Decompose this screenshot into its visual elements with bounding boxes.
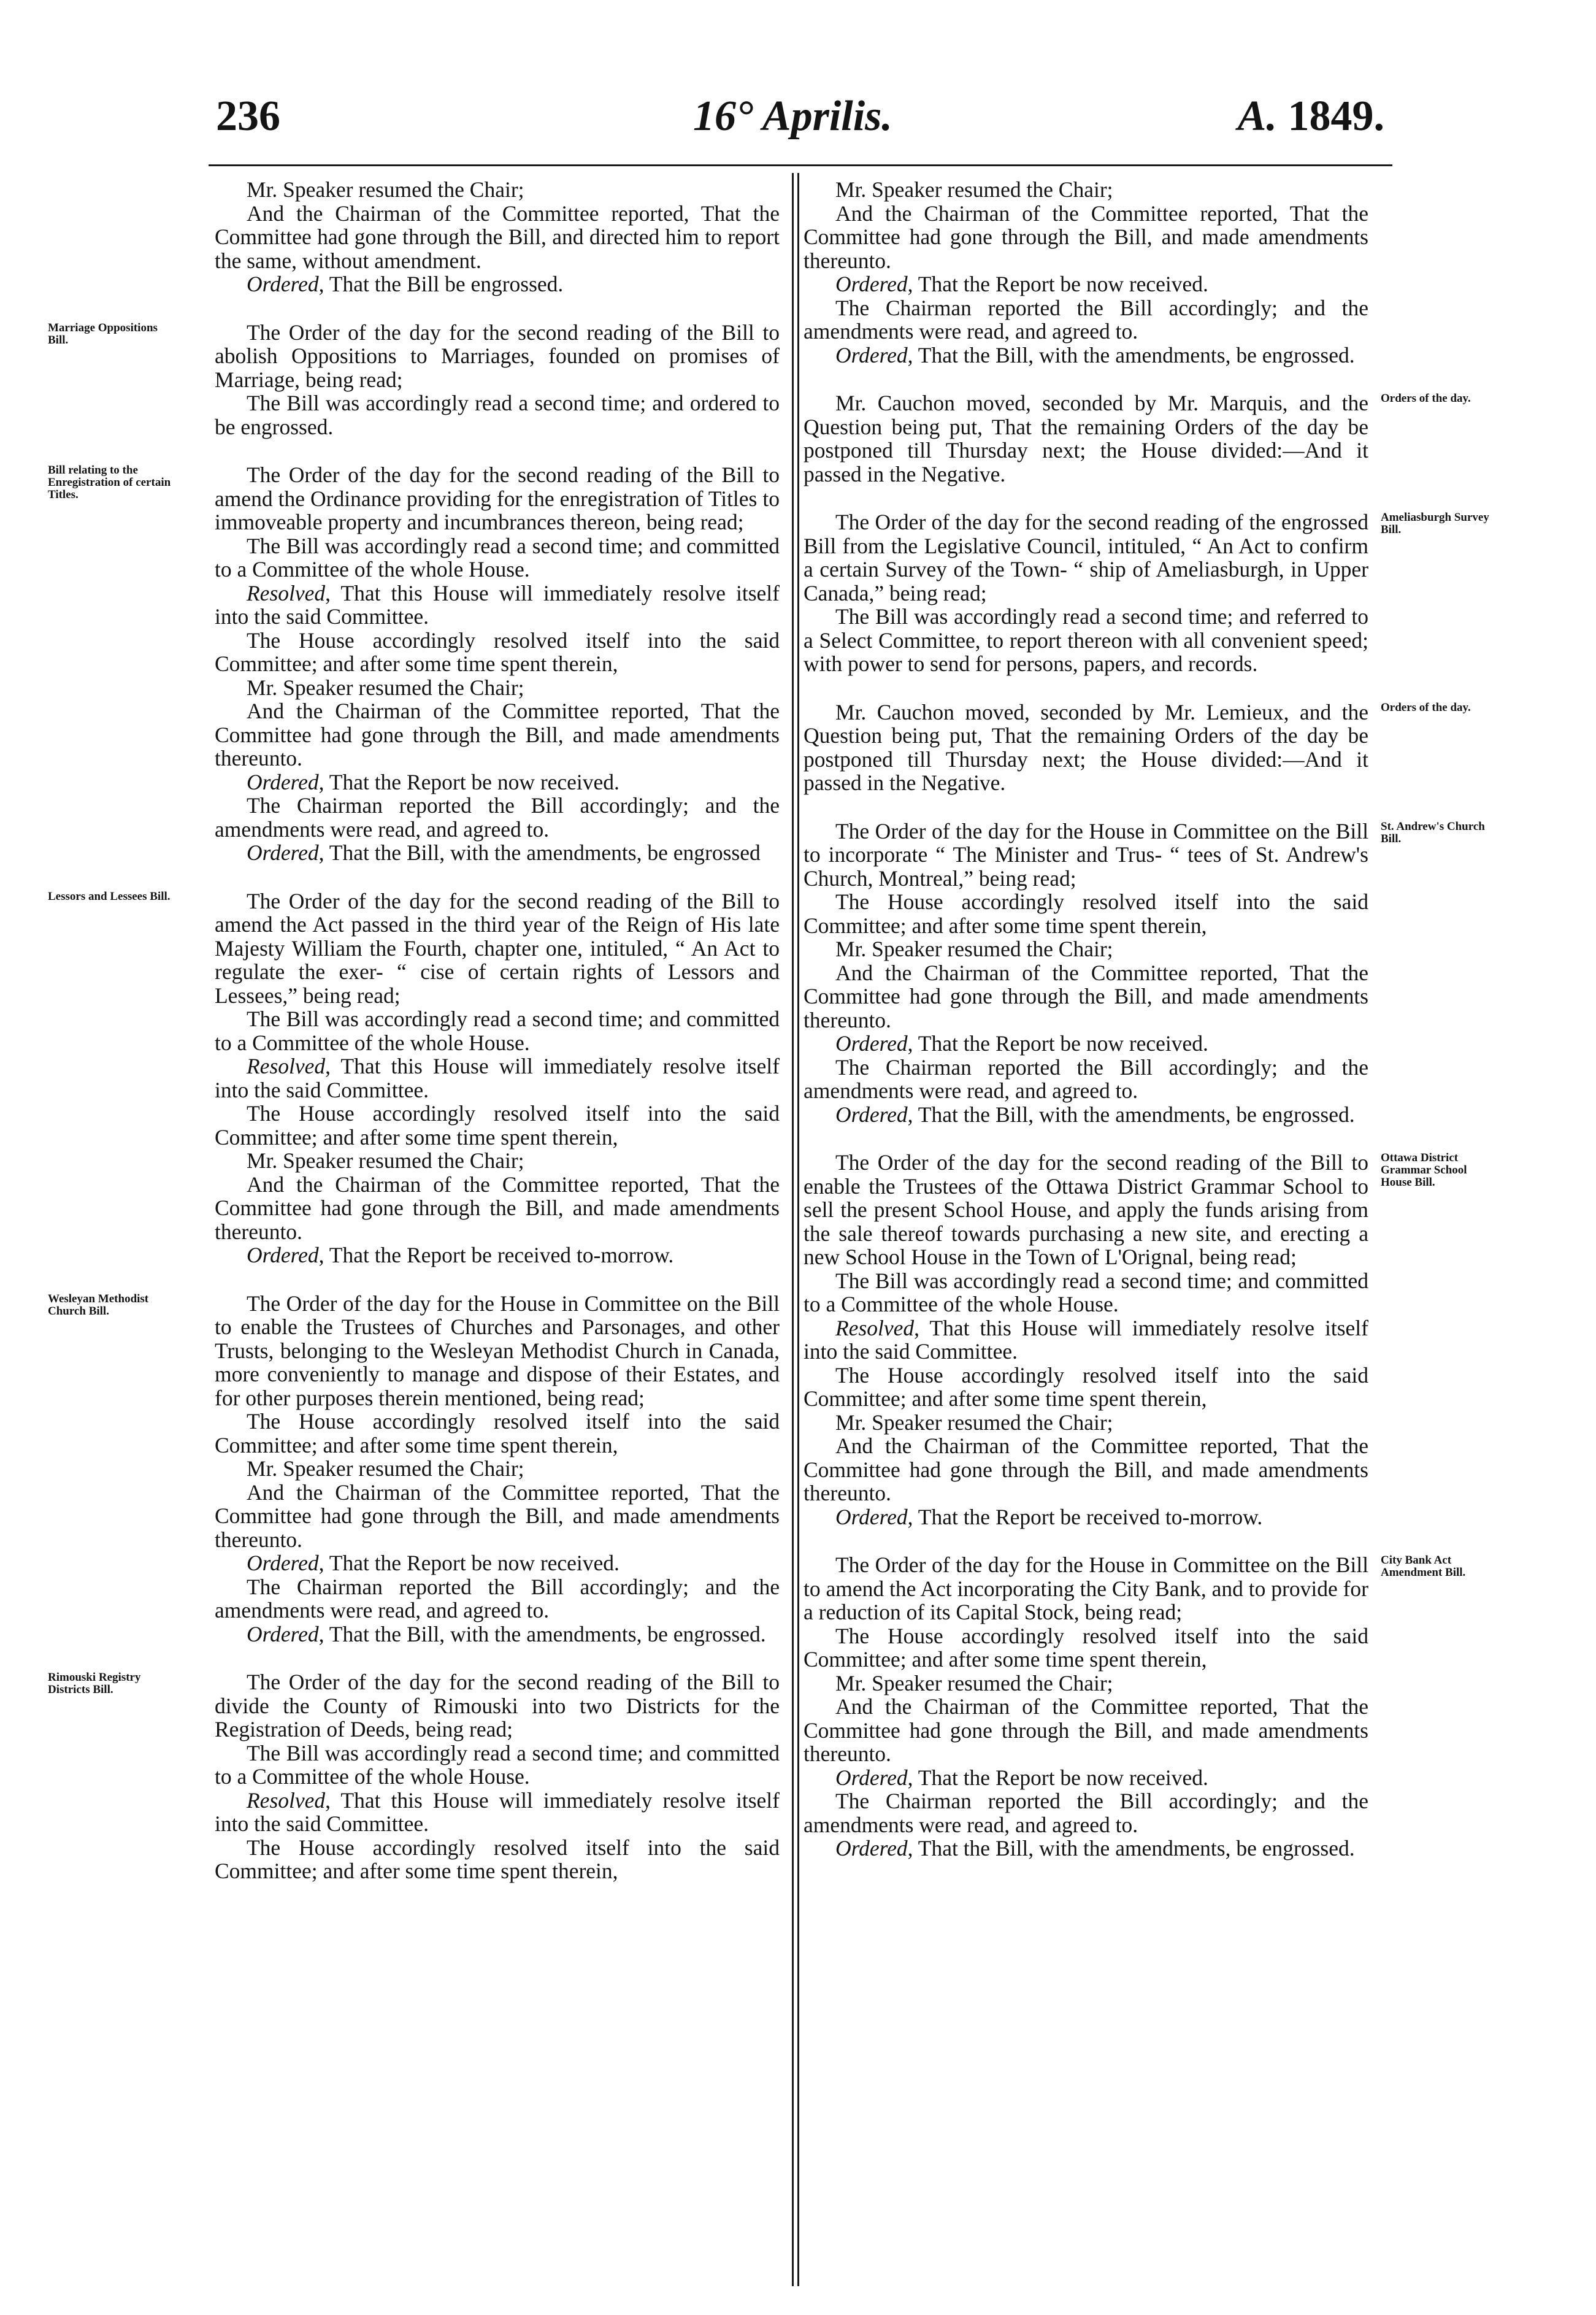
proceeding-entry: The Order of the day for the second reading of the Bill to amend the Act passed in the third year of the Reign of His late Majesty William the Fourth, chapter one, intituled, “ An Act to regulate the exer- “ cise of certain rights of Lessors and Lessees,” being read; Lessors and Lessees Bill.	[48, 888, 780, 1008]
header-year	[1238, 92, 1384, 141]
italic-lead: Resolved	[247, 1787, 326, 1813]
paragraph: The House accordingly resolved itself into the said Committee; and after some time spent therein,	[215, 1409, 780, 1457]
margin-note: Orders of the day.	[1381, 392, 1471, 405]
paragraph: Mr. Speaker resumed the Chair;	[247, 1148, 524, 1173]
paragraph: Ordered, That the Bill, with the amendments, be engrossed.	[835, 342, 1355, 367]
left-column	[48, 177, 780, 1883]
proceeding-entry: The Order of the day for the second reading of the Bill to divide the County of Rimouski into two Districts for the Registration of Deeds, being read; Rimouski Registry Districts Bill.	[48, 1670, 780, 1741]
paragraph: The Bill was accordingly read a second time; and committed to a Committee of the whole House.	[215, 1007, 780, 1055]
margin-note: Marriage Oppositions Bill.	[48, 321, 158, 347]
margin-note: Bill relating to the Enregistration of certain Titles.	[48, 464, 171, 501]
paragraph: The House accordingly resolved itself into the said Committee; and after some time spent therein,	[215, 1835, 780, 1883]
paragraph: The House accordingly resolved itself into the said Committee; and after some time spent therein,	[804, 1362, 1368, 1411]
italic-lead: Resolved	[247, 1054, 326, 1078]
italic-lead: Ordered	[247, 769, 319, 794]
italic-lead: Ordered	[835, 1102, 908, 1127]
paragraph: And the Chairman of the Committee reported, That the Committee had gone through the Bill, and made amendments thereunto.	[804, 1694, 1368, 1766]
paragraph: Resolved, That this House will immediately resolve itself into the said Committee.	[804, 1315, 1368, 1364]
year-value: 1849.	[1287, 93, 1384, 140]
paragraph: And the Chairman of the Committee reported, That the Committee had gone through the Bill, and made amendments thereunto.	[804, 960, 1368, 1032]
year-prefix: A.	[1237, 93, 1277, 140]
column-divider	[792, 173, 794, 2286]
paragraph: And the Chairman of the Committee reported, That the Committee had gone through the Bill, and made amendments thereunto.	[804, 201, 1368, 273]
paragraph: The Chairman reported the Bill accordingly; and the amendments were read, and agreed to.	[804, 295, 1368, 344]
paragraph: The House accordingly resolved itself into the said Committee; and after some time spent therein,	[215, 628, 780, 676]
italic-lead: Resolved	[247, 580, 326, 605]
paragraph: And the Chairman of the Committee reported, That the Committee had gone through the Bill, and made amendments thereunto.	[215, 699, 780, 770]
paragraph: Mr. Speaker resumed the Chair;	[835, 937, 1113, 961]
proceeding-entry: The Order of the day for the House in Committee on the Bill to amend the Act incorporating the City Bank, and to provide for a reduction of its Capital Stock, being read; City Bank Act Amendment Bill.	[804, 1553, 1368, 1624]
page-number: 236	[216, 93, 280, 140]
italic-lead: Ordered	[247, 1551, 319, 1575]
paragraph: Mr. Speaker resumed the Chair;	[835, 1410, 1113, 1435]
margin-note: Rimouski Registry Districts Bill.	[48, 1671, 141, 1696]
paragraph: Ordered, That the Bill, with the amendments, be engrossed.	[247, 1621, 766, 1646]
column-divider	[797, 173, 799, 2286]
paragraph: Ordered, That the Bill be engrossed.	[247, 272, 564, 296]
paragraph: Ordered, That the Bill, with the amendments, be engrossed.	[835, 1836, 1355, 1860]
margin-note: City Bank Act Amendment Bill.	[1381, 1554, 1466, 1579]
header-date: 16° Aprilis.	[693, 93, 892, 140]
paragraph: The Bill was accordingly read a second time; and committed to a Committee of the whole House.	[804, 1268, 1368, 1316]
paragraph: Ordered, That the Report be now received.	[835, 1765, 1208, 1790]
paragraph: Mr. Speaker resumed the Chair;	[247, 675, 524, 700]
paragraph: Resolved, That this House will immediately resolve itself into the said Committee.	[215, 1054, 780, 1102]
paragraph: The Bill was accordingly read a second time; and referred to a Select Committee, to report thereon with all convenient speed; with power to send for persons, papers, and records.	[804, 604, 1368, 676]
italic-lead: Ordered	[835, 342, 908, 367]
paragraph: The Chairman reported the Bill accordingly; and the amendments were read, and agreed to.	[215, 1574, 780, 1622]
paragraph: Mr. Speaker resumed the Chair;	[247, 177, 524, 202]
paragraph: The Bill was accordingly read a second time; and committed to a Committee of the whole House.	[215, 533, 780, 582]
margin-note: Ottawa District Grammar School House Bill.	[1381, 1151, 1467, 1189]
margin-note: St. Andrew's Church Bill.	[1381, 820, 1485, 845]
italic-lead: Ordered	[247, 1243, 319, 1267]
proceeding-entry: The Order of the day for the House in Committee on the Bill to incorporate “ The Minister and Trus- “ tees of St. Andrew's Church, Montreal,” being read; St. Andrew's Church Bill.	[804, 820, 1368, 891]
paragraph: The Bill was accordingly read a second time; and committed to a Committee of the whole House.	[215, 1740, 780, 1789]
paragraph: Mr. Speaker resumed the Chair;	[835, 177, 1113, 202]
paragraph: And the Chairman of the Committee reported, That the Committee had gone through the Bill, and directed him to report the same, without amendment.	[215, 201, 780, 273]
paragraph: And the Chairman of the Committee reported, That the Committee had gone through the Bill, and made amendments thereunto.	[215, 1172, 780, 1244]
proceeding-entry: The Order of the day for the second reading of the Bill to amend the Ordinance providing for the enregistration of Titles to immoveable property and incumbrances thereon, being read; Bill relating to the Enregistration of certain Titles.	[48, 463, 780, 534]
paragraph: Ordered, That the Report be now received.	[247, 769, 620, 794]
proceeding-entry: Mr. Cauchon moved, seconded by Mr. Marquis, and the Question being put, That the remaining Orders of the day be postponed till Thursday next; the House divided:—And it passed in the Negative. Orders of the day.	[804, 391, 1368, 486]
paragraph: The Chairman reported the Bill accordingly; and the amendments were read, and agreed to.	[804, 1054, 1368, 1103]
paragraph: Ordered, That the Bill, with the amendments, be engrossed.	[835, 1102, 1355, 1127]
margin-note: Wesleyan Methodist Church Bill.	[48, 1292, 149, 1318]
italic-lead: Ordered	[247, 272, 319, 296]
paragraph: Ordered, That the Report be received to-morrow.	[247, 1243, 674, 1267]
italic-lead: Ordered	[247, 840, 319, 865]
paragraph: Ordered, That the Report be now received.	[835, 1031, 1208, 1056]
italic-lead: Ordered	[835, 1504, 908, 1529]
margin-note: Ameliasburgh Survey Bill.	[1381, 511, 1489, 536]
paragraph: Ordered, That the Report be now received.	[835, 272, 1208, 296]
paragraph: And the Chairman of the Committee reported, That the Committee had gone through the Bill, and made amendments thereunto.	[804, 1434, 1368, 1505]
italic-lead: Ordered	[835, 1836, 908, 1860]
paragraph: Mr. Speaker resumed the Chair;	[247, 1456, 524, 1481]
proceeding-entry: The Order of the day for the House in Committee on the Bill to enable the Trustees of Churches and Parsonages, and other Trusts, belonging to the Wesleyan Methodist Church in Canada, more conveniently to manage and dispose of their Estates, and for other purposes therein mentioned, being read; Wesleyan Methodist Church Bill.	[48, 1291, 780, 1410]
paragraph: The House accordingly resolved itself into the said Committee; and after some time spent therein,	[215, 1101, 780, 1150]
proceeding-entry: Mr. Cauchon moved, seconded by Mr. Lemieux, and the Question being put, That the remaining Orders of the day be postponed till Thursday next; the House divided:—And it passed in the Negative. Orders of the day.	[804, 701, 1368, 795]
margin-note: Orders of the day.	[1381, 701, 1471, 714]
paragraph: The House accordingly resolved itself into the said Committee; and after some time spent therein,	[804, 1623, 1368, 1672]
paragraph: Ordered, That the Report be received to-morrow.	[835, 1504, 1263, 1529]
paragraph: Resolved, That this House will immediately resolve itself into the said Committee.	[215, 1787, 780, 1836]
italic-lead: Ordered	[835, 1765, 908, 1790]
italic-lead: Ordered	[835, 1031, 908, 1056]
paragraph: Ordered, That the Bill, with the amendments, be engrossed	[247, 840, 761, 865]
italic-lead: Resolved	[835, 1315, 915, 1340]
header-rule	[209, 164, 1392, 166]
proceeding-entry: The Order of the day for the second reading of the Bill to enable the Trustees of the Ottawa District Grammar School to sell the present School House, and apply the funds arising from the sale thereof towards purchasing a new site, and erecting a new School House in the Town of L'Orignal, being read; Ottawa District Grammar School House Bill.	[804, 1151, 1368, 1269]
paragraph: The Bill was accordingly read a second time; and ordered to be engrossed.	[215, 391, 780, 439]
paragraph: The Chairman reported the Bill accordingly; and the amendments were read, and agreed to.	[215, 793, 780, 842]
proceeding-entry: The Order of the day for the second reading of the engrossed Bill from the Legislative Council, intituled, “ An Act to confirm a certain Survey of the Town- “ ship of Ameliasburgh, in Upper Canada,” being read; Ameliasburgh Survey Bill.	[804, 510, 1368, 605]
margin-note: Lessors and Lessees Bill.	[48, 889, 171, 903]
italic-lead: Ordered	[835, 272, 908, 296]
paragraph: Resolved, That this House will immediately resolve itself into the said Committee.	[215, 580, 780, 629]
paragraph: Mr. Speaker resumed the Chair;	[835, 1670, 1113, 1695]
paragraph: Ordered, That the Report be now received.	[247, 1551, 620, 1575]
italic-lead: Ordered	[247, 1621, 319, 1646]
paragraph: And the Chairman of the Committee reported, That the Committee had gone through the Bill, and made amendments thereunto.	[215, 1480, 780, 1552]
paragraph: The Chairman reported the Bill accordingly; and the amendments were read, and agreed to.	[804, 1789, 1368, 1837]
proceeding-entry: The Order of the day for the second reading of the Bill to abolish Oppositions to Marriages, founded on promises of Marriage, being read; Marriage Oppositions Bill.	[48, 320, 780, 392]
running-header	[0, 92, 1596, 148]
right-column	[804, 177, 1489, 1860]
paragraph: The House accordingly resolved itself into the said Committee; and after some time spent therein,	[804, 889, 1368, 938]
